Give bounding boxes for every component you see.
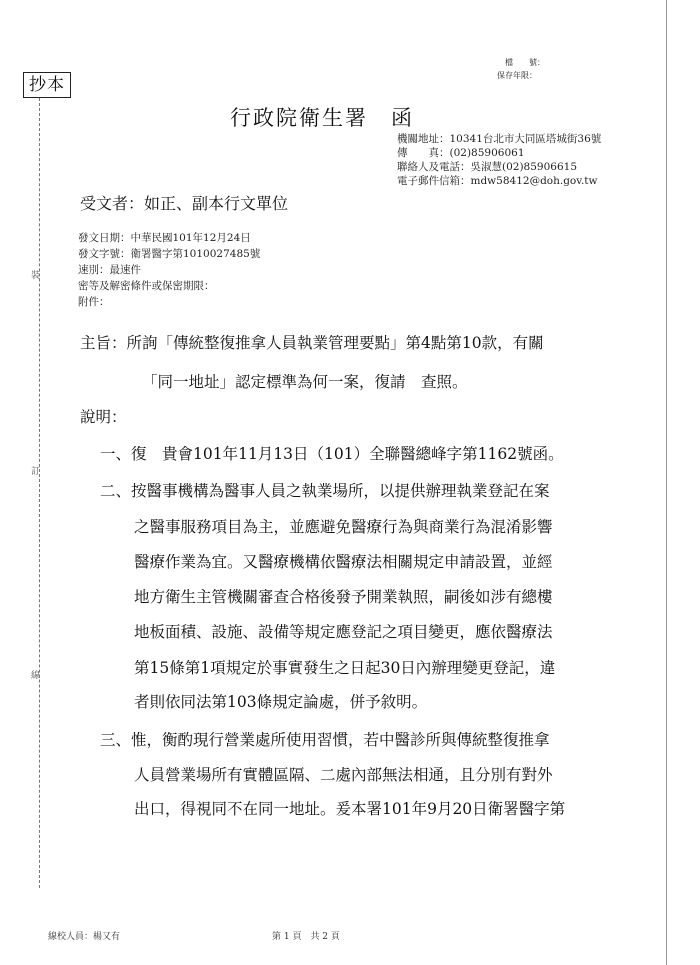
org-address: 機關地址：10341台北市大同區塔城街36號 <box>397 133 602 145</box>
item-2-line-2: 之醫事服務項目為主，並應避免醫療行為與商業行為混淆影響 <box>134 518 553 536</box>
copy-stamp: 抄本 <box>23 72 71 98</box>
explain-label: 說明： <box>80 408 127 426</box>
meta-secrecy: 密等及解密條件或保密期限： <box>78 280 215 292</box>
item-2-line-7: 者則依同法第103條規定論處，併予敘明。 <box>134 693 428 711</box>
item-2-line-5: 地板面積、設施、設備等規定應登記之項目變更，應依醫療法 <box>134 623 553 641</box>
item-1: 一、復 貴會101年11月13日（101）全聯醫總峰字第1162號函。 <box>100 445 564 463</box>
binding-mark-3: 線 <box>31 671 41 681</box>
binding-mark-1: 裝 <box>31 271 41 281</box>
org-contact: 聯絡人及電話：吳淑慧(02)85906615 <box>397 161 577 173</box>
item-3-line-2: 人員營業場所有實體區隔、二處內部無法相通，且分別有對外 <box>134 766 553 784</box>
meta-attachment: 附件： <box>78 296 110 308</box>
org-fax: 傳 真：(02)85906061 <box>397 147 525 159</box>
subject-line-2: 「同一地址」認定標準為何一案，復請 查照。 <box>142 373 468 391</box>
document-title: 行政院衛生署 函 <box>230 106 414 130</box>
item-2-line-1: 二、按醫事機構為醫事人員之執業場所，以提供辦理執業登記在案 <box>100 482 550 500</box>
file-number-label: 檔 號： <box>505 58 545 67</box>
page-edge-line <box>666 0 667 965</box>
binding-line <box>39 98 40 888</box>
recipient: 受文者：如正、副本行文單位 <box>80 194 289 213</box>
subject-line-1: 主旨：所詢「傳統整復推拿人員執業管理要點」第4點第10款，有關 <box>80 334 544 352</box>
footer-checker: 線校人員：楊又有 <box>48 932 121 942</box>
meta-speed: 速別：最速件 <box>78 264 141 276</box>
item-3-line-3: 出口，得視同不在同一地址。爰本署101年9月20日衛署醫字第 <box>134 800 566 818</box>
item-2-line-6: 第15條第1項規定於事實發生之日起30日內辦理變更登記，違 <box>134 659 556 677</box>
org-email: 電子郵件信箱：mdw58412@doh.gov.tw <box>397 175 598 187</box>
meta-date: 發文日期：中華民國101年12月24日 <box>78 232 251 244</box>
item-2-line-4: 地方衛生主管機關審查合格後發予開業執照，嗣後如涉有總樓 <box>134 588 553 606</box>
meta-doc-number: 發文字號：衛署醫字第1010027485號 <box>78 248 261 260</box>
item-3-line-1: 三、惟，衡酌現行營業處所使用習慣，若中醫診所與傳統整復推拿 <box>100 731 550 749</box>
item-2-line-3: 醫療作業為宜。又醫療機構依醫療法相關規定申請設置，並經 <box>134 553 553 571</box>
binding-mark-2: 訂 <box>31 467 41 477</box>
retention-label: 保存年限： <box>497 71 537 80</box>
footer-page-number: 第 1 頁 共 2 頁 <box>272 932 340 942</box>
